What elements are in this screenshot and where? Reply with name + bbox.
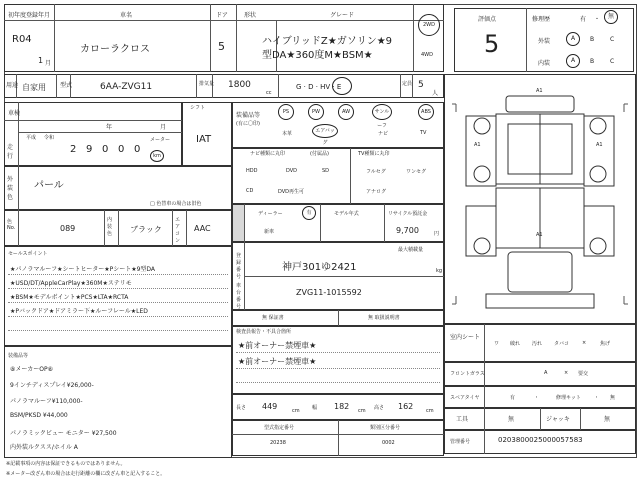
color-change-note: □ 色替車の場合は旧色 [150,201,202,207]
spare-opt-3: 修理キット [556,395,581,401]
equip-leather: 本革 [282,131,293,137]
shape-label: 形状 [244,12,257,19]
inspector-note-label: 検査員報告・不具合箇所 [236,329,292,335]
aircon-value: AAC [194,224,211,233]
recycle-unit: 円 [434,231,440,237]
first-reg-month-unit: 月 [45,60,52,67]
meter-label: メーター [150,137,171,143]
heisei-label: 平成 [26,135,37,141]
color-no-value: 089 [60,224,76,233]
tv-fullseg: フルセグ [366,169,386,175]
mileage-digit-4: 0 [118,144,125,155]
length-label: 長さ [236,405,247,411]
interior-color-value: ブラック [130,225,162,234]
exterior-opt-b: B [590,36,595,43]
inspector-note-2: ★前オーナー禁煙車★ [238,357,317,366]
jack-value: 無 [604,416,611,423]
equip-tv: TV [420,130,427,136]
rating-value: 5 [484,30,500,58]
tool-value: 無 [508,416,515,423]
interior-opt-c: C [610,58,615,65]
cc-unit: cc [266,90,272,96]
mileage-digit-5: 0 [134,144,141,155]
usage-value: 自家用 [22,83,46,92]
length-unit: cm [292,408,300,414]
sales-point-1: ★パノラマルーフ★シートヒーター★Pシート★9型DA [10,266,156,273]
car-outline-diagram [446,76,634,322]
dealer-status: 新車 [264,229,275,235]
car-name: カローラクロス [80,44,150,55]
spare-opt-5: 無 [610,395,616,401]
first-reg-era: R04 [12,34,32,45]
km-unit-mark: km [150,150,164,162]
mileage-digit-2: 9 [86,144,93,155]
width-value: 182 [334,402,350,411]
inspection-year: 年 [106,124,113,131]
class-no-value: 0002 [382,440,395,446]
spare-opt-4: ・ [594,395,600,401]
spare-label: スペアタイヤ [450,395,480,401]
rating-label: 評価点 [478,16,497,23]
nav-sd: SD [322,168,330,174]
tool-label: 工具 [456,416,469,423]
nav-dvd: DVD [286,168,298,174]
mileage-digit-1: 2 [70,144,77,155]
interior-opt-b: B [590,58,595,65]
maxload-label: 最大積載量 [398,247,424,253]
fuel-options: G · D · HV · E [296,83,342,91]
color-label: 外装色 [7,176,14,201]
capacity-unit: 人 [432,90,439,97]
glass-label: フロントガラス [450,371,485,377]
option-5: パノラミックビュー モニター ¥27,500 [10,430,117,437]
car-name-label: 車名 [120,12,133,19]
option-4: BSM/PKSD ¥44,000 [10,412,68,419]
equip-aw-mark: AW [338,104,354,120]
height-value: 162 [398,402,414,411]
option-6: 内外装ルクスス/ホイル A [10,444,78,451]
jack-label: ジャッキ [546,416,570,423]
equip-ps-mark: PS [278,104,294,120]
option-1: ⑧メーカーOP⑧ [10,366,53,373]
aircon-label: エアコン [175,217,181,244]
displacement-value: 1800 [228,80,251,90]
warranty-field: 無 保証書 [262,315,284,321]
mgmt-label: 管理番号 [450,439,471,445]
chassis-label: 車台番号 [236,283,242,310]
displacement-label: 排気量 [199,81,215,87]
capacity-label: 定員 [402,81,413,87]
color-no-label: 色No. [7,219,16,231]
reiwa-label: 令和 [44,135,55,141]
seat-opt-4: タバコ [554,341,569,347]
equipment-label: 装備品等 [236,112,261,119]
doors-label: ドア [216,12,228,19]
dealer-yes-mark: 有 [302,206,316,220]
diagram-label-left: A1 [474,142,481,148]
repair-opt-1: 有 [580,16,587,23]
mgmt-no: 0203800025000057583 [498,436,583,444]
equip-nav: ナビ [378,131,389,137]
shift-value: IAT [196,134,212,145]
grade-line2: 型DA★360度M★BSM★ [262,50,373,61]
model-label: 型式 [60,82,73,89]
grade-label: グレード [330,12,355,19]
plate-label: 登録番号 [236,253,242,280]
exterior-opt-c: C [610,36,615,43]
fuel-hv-mark [332,77,352,95]
drive-2wd-mark: 2WD [418,14,440,36]
glass-opt-replace: 要交 [578,371,589,377]
spare-opt-1: 有 [510,395,516,401]
seat-opt-6: 焦げ [600,341,611,347]
height-label: 高さ [374,405,385,411]
sales-point-3: ★BSM★モデルボイント★PCS★LTA★RCTA [10,294,129,301]
height-unit: cm [426,408,434,414]
recycle-label: リサイクル預託金 [388,211,428,217]
capacity-value: 5 [418,80,424,90]
seat-opt-3: 汚れ [532,341,543,347]
diagram-label-rear: A1 [536,232,543,238]
seat-opt-1: ワ [494,341,500,347]
equip-abs-mark: ABS [418,104,434,120]
seat-opt-5: × [582,340,587,346]
interior-color-label: 内装色 [107,217,113,237]
seat-label: 室内シート [450,334,481,341]
class-no-label: 類別区分番号 [370,425,401,431]
interior-grade-a: A [566,54,580,68]
usage-label: 用途 [6,82,19,89]
maxload-unit: kg [436,268,443,274]
drive-4wd-label: 4WD [421,52,433,58]
interior-label: 内装 [538,60,551,67]
repair-opt-none: 無 [604,10,618,24]
inspection-month: 月 [160,124,167,131]
type-no-value: 20238 [270,440,286,446]
diagram-label-right: A1 [596,142,603,148]
nav-hdd: HDD [246,168,258,174]
mileage-digit-3: 0 [102,144,109,155]
diagram-label-front: A1 [536,88,543,94]
dealer-left-shade [233,205,244,241]
nav-type-note: (付属品) [310,151,329,157]
equip-airbag-mark: エアバッグ [312,124,338,138]
options-label: 装備品等 [8,353,29,359]
equip-sunroof-mark: サンルーフ [372,104,392,120]
inspection-label: 車検 [8,110,21,117]
footer-note-1: ※記載事項の内容は保証できるものではありません。 [6,461,126,467]
dealer-label: ディーラー [258,211,283,217]
grade-line1: ハイブリッドZ★ガソリン★9 [262,36,393,47]
first-reg-month: 1 [38,56,44,65]
width-label: 幅 [312,405,318,411]
chassis-value: ZVG11-1015592 [296,288,362,297]
type-no-label: 型式指定番号 [264,425,295,431]
glass-opt-a: A [544,370,548,376]
sales-points-label: セールスポイント [8,251,48,257]
seat-opt-2: 破れ [510,341,521,347]
nav-type-label: ナビ種類に丸印 [250,151,286,157]
doors-value: 5 [218,40,225,53]
tv-oneseg: ワンセグ [406,169,427,175]
equip-pw-mark: PW [308,104,324,120]
width-unit: cm [358,408,366,414]
model-value: 6AA-ZVG11 [100,82,153,92]
repair-label: 修理歴 [532,16,551,23]
repair-opt-2: ・ [594,16,601,23]
recycle-amount: 9,700 [396,226,419,235]
option-3: パノラマルーフ¥110,000- [10,398,83,405]
plate-value: 神戸301ゆ2421 [282,262,357,273]
nav-dvd-play: DVD再生可 [278,189,305,195]
color-value: パール [34,180,64,191]
equipment-circle-note: (有に〇印) [236,121,260,127]
shift-label: シフト [190,105,206,111]
length-value: 449 [262,402,278,411]
exterior-grade-a: A [566,32,580,46]
option-2: 9インチディスプレイ¥26,000- [10,382,94,389]
manual-field: 無 取扱説明書 [368,315,400,321]
sales-point-2: ★USD/DT/AppleCarPlay★360M★ステリモ [10,280,132,287]
inspector-note-1: ★前オーナー禁煙車★ [238,341,317,350]
nav-cd: CD [246,188,254,194]
first-reg-label: 初年度登録年月 [8,12,51,19]
mileage-label: 走行 [7,144,14,160]
spare-opt-2: ・ [534,395,540,401]
glass-opt-x: × [564,370,569,376]
footer-note-2: ※メーター改ざん車の場合は走行距離の欄に改ざん車と記入すること。 [6,471,166,477]
model-year-label: モデル年式 [334,211,359,217]
exterior-label: 外装 [538,38,551,45]
sales-point-4: ★Pバックドア★ドアミラー下★ルーフレール★LED [10,308,148,315]
tv-analog: アナログ [366,189,387,195]
tv-type-label: TV種類に丸印 [358,151,390,157]
